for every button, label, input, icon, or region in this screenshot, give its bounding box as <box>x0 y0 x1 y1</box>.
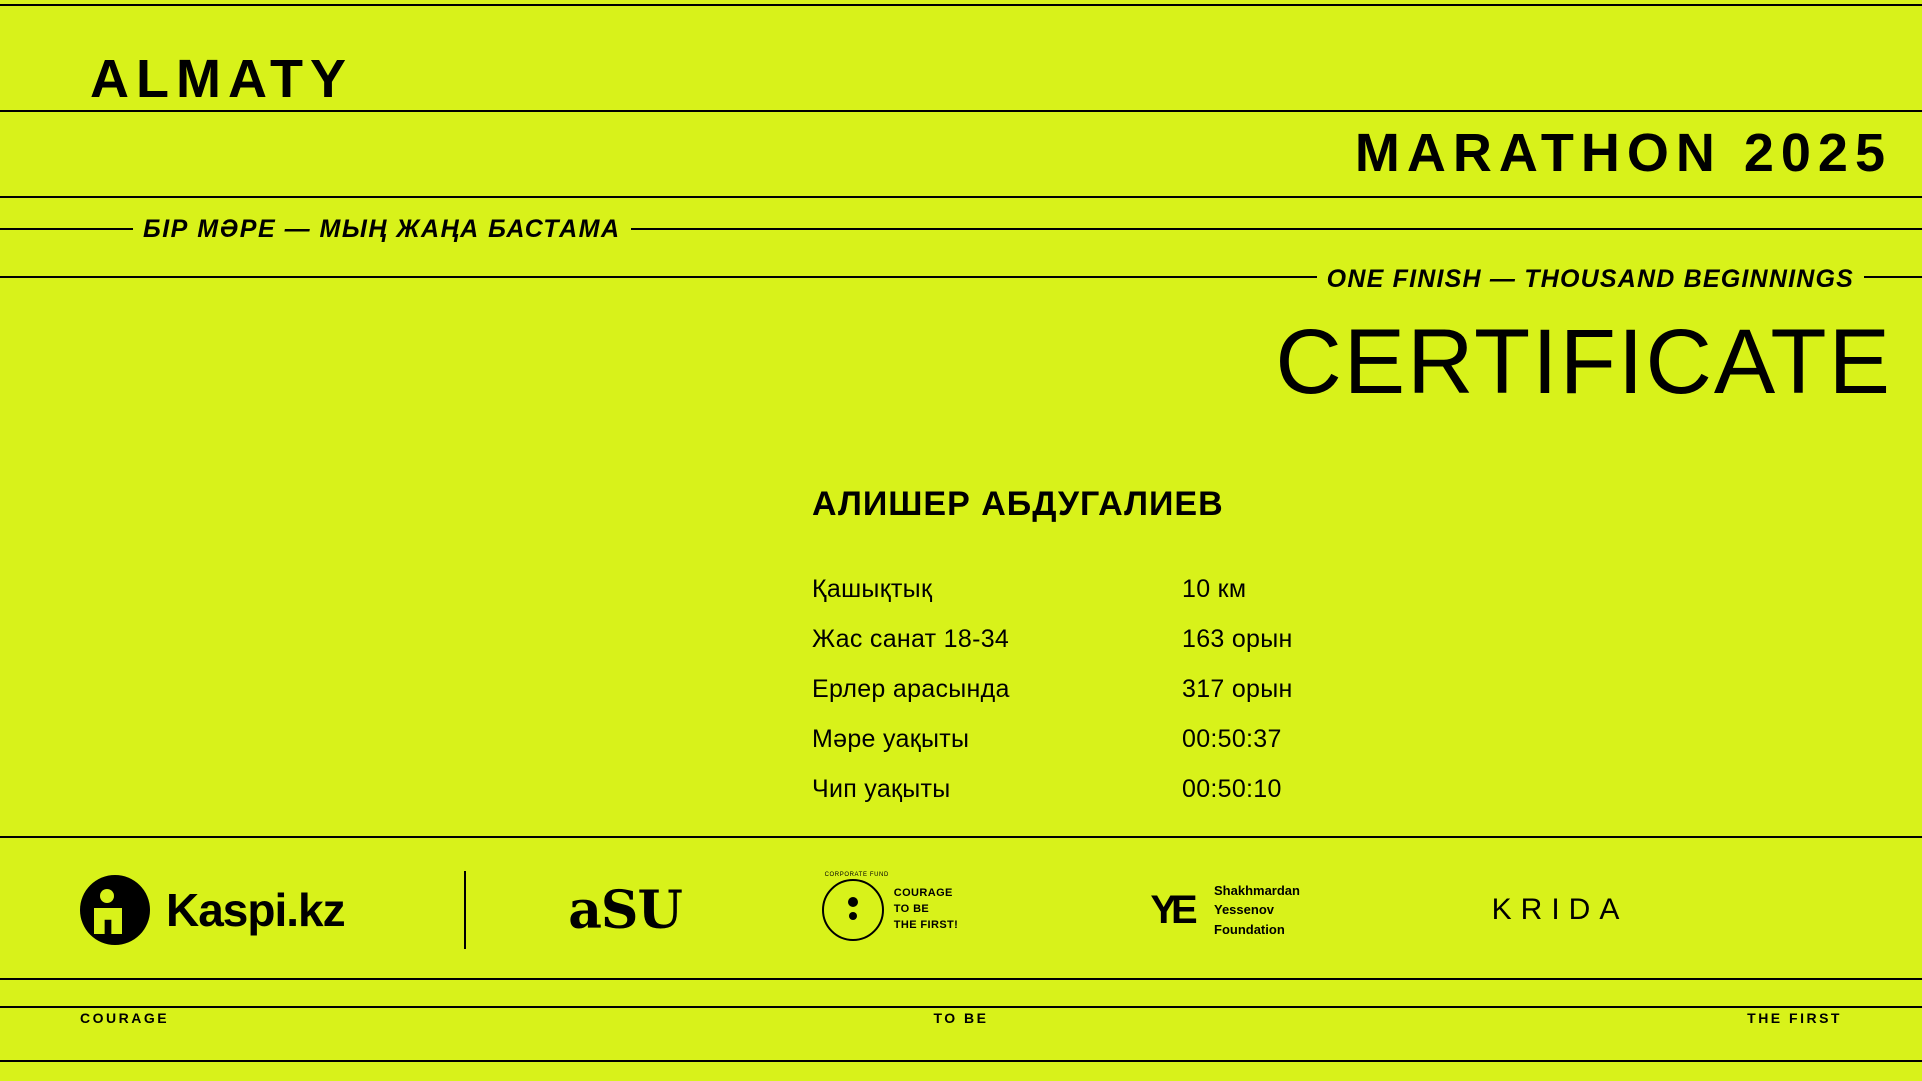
table-row <box>812 675 1572 725</box>
table-row <box>812 725 1572 775</box>
sponsor-krida <box>1400 840 1720 980</box>
courage-fund-line-2: TO BE <box>893 903 930 916</box>
kaspi-label: Kaspi.kz <box>166 884 345 936</box>
footer-left: COURAGE <box>80 1010 170 1026</box>
yessenov-wordmark <box>1214 881 1300 940</box>
athlete-name: АЛИШЕР АБДУГАЛИЕВ <box>812 485 1224 523</box>
result-value: 00:50:37 <box>1182 725 1282 753</box>
courage-fund-line-3: THE FIRST! <box>893 918 959 931</box>
footer <box>0 1010 1922 1026</box>
result-label: Чип уақыты <box>812 775 951 803</box>
rule-above-footer <box>0 1006 1922 1008</box>
courage-fund-line-1: COURAGE <box>893 887 953 900</box>
table-row <box>812 575 1572 625</box>
table-row <box>812 775 1572 825</box>
result-label: Жас санат 18-34 <box>812 625 1010 653</box>
rule-above-sponsors <box>0 836 1922 838</box>
kaspi-logo-icon <box>80 875 150 945</box>
sponsor-kaspi <box>0 840 420 980</box>
yessenov-line-2: Yessenov <box>1214 902 1274 918</box>
krida-label: KRIDA <box>1491 893 1629 926</box>
yessenov-line-1: Shakhmardan <box>1214 882 1300 898</box>
tagline-kazakh: БІР МӘРЕ — МЫҢ ЖАҢА БАСТАМА <box>133 215 631 244</box>
courage-fund-icon <box>822 872 889 941</box>
sponsor-courage-fund <box>740 840 1040 980</box>
rule-bottom <box>0 1060 1922 1062</box>
yessenov-line-3: Foundation <box>1214 921 1285 937</box>
rule-top <box>0 4 1922 6</box>
asu-label: aSU <box>568 879 682 941</box>
result-value: 317 орын <box>1182 675 1293 703</box>
footer-middle: TO BE <box>933 1010 989 1026</box>
result-value: 00:50:10 <box>1182 775 1282 803</box>
result-label: Ерлер арасында <box>812 675 1010 703</box>
rule-under-marathon <box>0 196 1922 198</box>
courage-fund-wordmark <box>894 886 959 934</box>
city-title: ALMATY <box>90 49 353 109</box>
footer-right: THE FIRST <box>1747 1010 1842 1026</box>
result-value: 163 орын <box>1182 625 1293 653</box>
sponsor-divider <box>464 871 466 949</box>
results-table <box>812 575 1572 825</box>
courage-fund-ring-label: CORPORATE FUND <box>824 872 889 878</box>
table-row <box>812 625 1572 675</box>
yessenov-logo-icon: YE <box>1150 887 1192 932</box>
tagline-english: ONE FINISH — THOUSAND BEGINNINGS <box>1317 265 1864 294</box>
result-label: Мәре уақыты <box>812 725 970 753</box>
event-title: MARATHON 2025 <box>1354 123 1892 183</box>
sponsor-strip <box>0 840 1922 980</box>
result-value: 10 км <box>1182 575 1247 603</box>
sponsor-yessenov-foundation <box>1040 840 1400 980</box>
rule-under-almaty <box>0 110 1922 112</box>
page-title: CERTIFICATE <box>1275 311 1892 413</box>
sponsor-asu <box>510 840 740 980</box>
result-label: Қашықтық <box>812 575 933 603</box>
